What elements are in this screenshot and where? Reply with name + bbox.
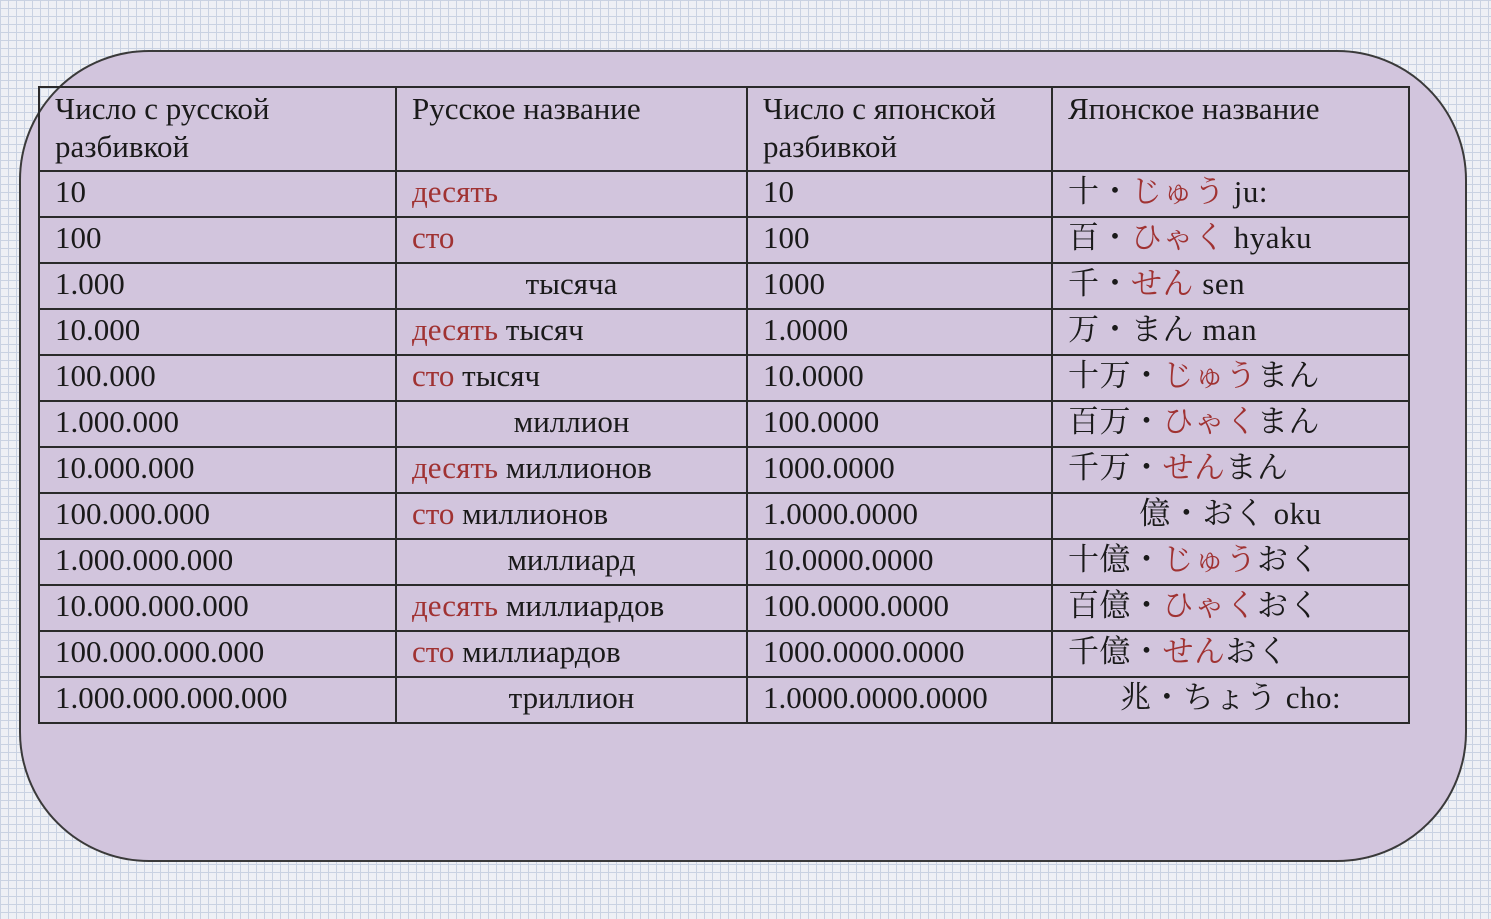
russian-number-cell: 10.000.000.000 <box>39 585 396 631</box>
japanese-kana-highlight: じゅう <box>1162 542 1257 578</box>
japanese-name <box>1068 312 1257 347</box>
russian-number-cell: 1.000.000.000.000 <box>39 677 396 723</box>
russian-name-cell <box>396 355 747 401</box>
japanese-name <box>1068 542 1320 577</box>
japanese-name <box>1068 494 1408 534</box>
russian-name-rest: тысяч <box>454 358 541 393</box>
russian-name-cell <box>396 677 747 723</box>
table-row <box>39 631 1409 677</box>
russian-name <box>412 678 746 718</box>
japanese-kanji: 十・ <box>1068 174 1131 210</box>
japanese-name-cell <box>1052 309 1409 355</box>
russian-name <box>412 264 746 304</box>
japanese-number-cell: 1.0000 <box>747 309 1052 355</box>
japanese-kana-highlight: せん <box>1162 634 1226 670</box>
russian-name-cell <box>396 401 747 447</box>
japanese-kanji: 兆・ちょう <box>1119 680 1278 716</box>
japanese-kana-tail: おく <box>1257 542 1320 578</box>
japanese-number-cell: 1000.0000 <box>747 447 1052 493</box>
japanese-name-cell <box>1052 493 1409 539</box>
russian-name-highlight: десять <box>412 588 499 623</box>
japanese-name <box>1068 220 1312 255</box>
japanese-kana-highlight: せん <box>1162 450 1226 486</box>
table-row <box>39 355 1409 401</box>
japanese-kanji: 十万・ <box>1068 358 1163 394</box>
japanese-number-cell: 1000.0000.0000 <box>747 631 1052 677</box>
japanese-kanji: 百万・ <box>1068 404 1163 440</box>
japanese-kana-highlight: ひゃく <box>1162 588 1257 624</box>
russian-number-cell: 10 <box>39 171 396 217</box>
table-row <box>39 263 1409 309</box>
header-japanese-number: Число с японской разбивкой <box>747 87 1052 171</box>
russian-name <box>412 312 584 347</box>
japanese-kana-tail: まん <box>1257 404 1320 440</box>
russian-number-cell: 100 <box>39 217 396 263</box>
table-row <box>39 217 1409 263</box>
russian-number-cell: 10.000.000 <box>39 447 396 493</box>
japanese-number-cell: 100 <box>747 217 1052 263</box>
russian-name <box>412 402 746 442</box>
japanese-name-cell <box>1052 217 1409 263</box>
russian-name-highlight: десять <box>412 312 499 347</box>
russian-name-rest: миллиард <box>507 542 636 577</box>
japanese-name-cell <box>1052 677 1409 723</box>
russian-name-cell <box>396 309 747 355</box>
header-russian-name: Русское название <box>396 87 747 171</box>
russian-name <box>412 358 540 393</box>
header-russian-number: Число с русской разбивкой <box>39 87 396 171</box>
japanese-number-cell: 100.0000.0000 <box>747 585 1052 631</box>
japanese-name-cell <box>1052 401 1409 447</box>
header-japanese-name: Японское название <box>1052 87 1409 171</box>
japanese-romaji: man <box>1194 312 1258 347</box>
japanese-kanji: 千億・ <box>1068 634 1163 670</box>
table-row <box>39 677 1409 723</box>
russian-name-cell <box>396 447 747 493</box>
russian-name-cell <box>396 585 747 631</box>
russian-name-cell <box>396 263 747 309</box>
japanese-name <box>1068 404 1320 439</box>
table-row <box>39 585 1409 631</box>
japanese-kanji: 百億・ <box>1068 588 1163 624</box>
japanese-name-cell <box>1052 447 1409 493</box>
japanese-name <box>1068 588 1320 623</box>
japanese-name <box>1068 634 1289 669</box>
japanese-name <box>1068 266 1245 301</box>
russian-name <box>412 174 498 209</box>
russian-name-highlight: десять <box>412 450 499 485</box>
russian-name <box>412 220 454 255</box>
japanese-number-cell: 1.0000.0000 <box>747 493 1052 539</box>
russian-name-rest: миллион <box>513 404 630 439</box>
russian-name-highlight: десять <box>412 174 499 209</box>
russian-name-rest: миллиардов <box>454 634 621 669</box>
russian-name-rest: тысяч <box>498 312 584 347</box>
russian-name-rest: тысяча <box>525 266 618 301</box>
table-row <box>39 171 1409 217</box>
number-names-table <box>38 86 1410 724</box>
russian-name-cell <box>396 217 747 263</box>
russian-name <box>412 450 652 485</box>
russian-name-cell <box>396 171 747 217</box>
japanese-kanji: 万・まん <box>1068 312 1194 348</box>
russian-number-cell: 10.000 <box>39 309 396 355</box>
japanese-romaji: sen <box>1194 266 1246 301</box>
japanese-kana-tail: おく <box>1225 634 1289 670</box>
japanese-kana-highlight: せん <box>1131 266 1194 302</box>
russian-name-rest: миллионов <box>498 450 652 485</box>
header-row <box>39 87 1409 171</box>
japanese-number-cell: 10 <box>747 171 1052 217</box>
japanese-name <box>1068 678 1408 718</box>
japanese-name-cell <box>1052 585 1409 631</box>
russian-number-cell: 1.000.000 <box>39 401 396 447</box>
japanese-romaji: oku <box>1265 496 1322 531</box>
japanese-kana-highlight: ひゃく <box>1162 404 1257 440</box>
table-row <box>39 539 1409 585</box>
japanese-name-cell <box>1052 539 1409 585</box>
russian-name <box>412 634 621 669</box>
japanese-number-cell: 10.0000 <box>747 355 1052 401</box>
japanese-kanji: 億・おく <box>1139 496 1266 532</box>
japanese-name-cell <box>1052 171 1409 217</box>
japanese-kana-highlight: じゅう <box>1162 358 1257 394</box>
japanese-kanji: 千・ <box>1068 266 1131 302</box>
japanese-name-cell <box>1052 263 1409 309</box>
russian-name-rest: триллион <box>508 680 635 715</box>
japanese-kana-tail: まん <box>1257 358 1320 394</box>
japanese-kana-tail: まん <box>1225 450 1289 486</box>
russian-name-cell <box>396 631 747 677</box>
japanese-kana-highlight: ひゃく <box>1131 220 1226 256</box>
russian-name <box>412 540 746 580</box>
russian-name-rest: миллионов <box>454 496 609 531</box>
japanese-name <box>1068 174 1268 209</box>
table-row <box>39 401 1409 447</box>
japanese-name-cell <box>1052 355 1409 401</box>
japanese-number-cell: 10.0000.0000 <box>747 539 1052 585</box>
russian-number-cell: 1.000 <box>39 263 396 309</box>
japanese-romaji: cho: <box>1277 680 1342 715</box>
japanese-number-cell: 1000 <box>747 263 1052 309</box>
russian-name-highlight: сто <box>412 358 455 393</box>
russian-name-rest: миллиардов <box>498 588 665 623</box>
russian-name <box>412 496 608 531</box>
russian-name <box>412 588 664 623</box>
japanese-kanji: 十億・ <box>1068 542 1163 578</box>
russian-number-cell: 100.000.000 <box>39 493 396 539</box>
japanese-romaji: hyaku <box>1225 220 1313 255</box>
japanese-name <box>1068 450 1289 485</box>
japanese-number-cell: 1.0000.0000.0000 <box>747 677 1052 723</box>
japanese-romaji: ju: <box>1225 174 1268 209</box>
russian-name-highlight: сто <box>412 634 455 669</box>
russian-name-cell <box>396 493 747 539</box>
table-body <box>39 171 1409 723</box>
table-row <box>39 447 1409 493</box>
japanese-name <box>1068 358 1320 393</box>
russian-number-cell: 1.000.000.000 <box>39 539 396 585</box>
russian-name-highlight: сто <box>412 220 455 255</box>
japanese-kana-tail: おく <box>1257 588 1320 624</box>
table-row <box>39 493 1409 539</box>
russian-number-cell: 100.000 <box>39 355 396 401</box>
table-row <box>39 309 1409 355</box>
japanese-number-cell: 100.0000 <box>747 401 1052 447</box>
japanese-kana-highlight: じゅう <box>1131 174 1226 210</box>
russian-number-cell: 100.000.000.000 <box>39 631 396 677</box>
japanese-kanji: 百・ <box>1068 220 1131 256</box>
russian-name-cell <box>396 539 747 585</box>
japanese-kanji: 千万・ <box>1068 450 1163 486</box>
russian-name-highlight: сто <box>412 496 455 531</box>
japanese-name-cell <box>1052 631 1409 677</box>
